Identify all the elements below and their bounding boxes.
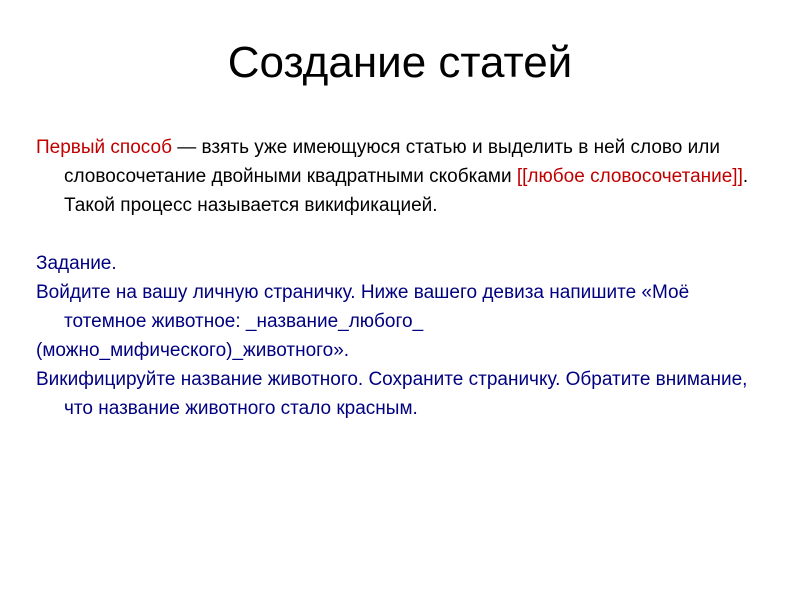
task-label: Задание. (36, 253, 117, 274)
paragraph-text-part2: . Такой процесс называется викификацией. (64, 166, 749, 216)
task-instruction-3: Викифицируйте название животного. Сохраните страничку. Обратите внимание, что название животного стало красным. (36, 369, 748, 419)
lead-phrase: Первый способ (36, 137, 172, 158)
slide-title: Создание статей (227, 38, 573, 87)
task-instruction-2: (можно_мифического)_животного». (36, 340, 350, 361)
task-instruction-1: Войдите на вашу личную страничку. Ниже вашего девиза напишите «Моё тотемное животное: _название_любого_ (36, 282, 690, 332)
slide-body (36, 133, 776, 423)
paragraph-first-method (36, 133, 776, 220)
paragraph-text-part1: — взять уже имеющуюся статью и выделить в ней слово или словосочетание двойными квадратными скобками (64, 137, 720, 187)
spacer (36, 220, 776, 249)
wiki-link-example: [[любое словосочетание]] (516, 166, 743, 187)
